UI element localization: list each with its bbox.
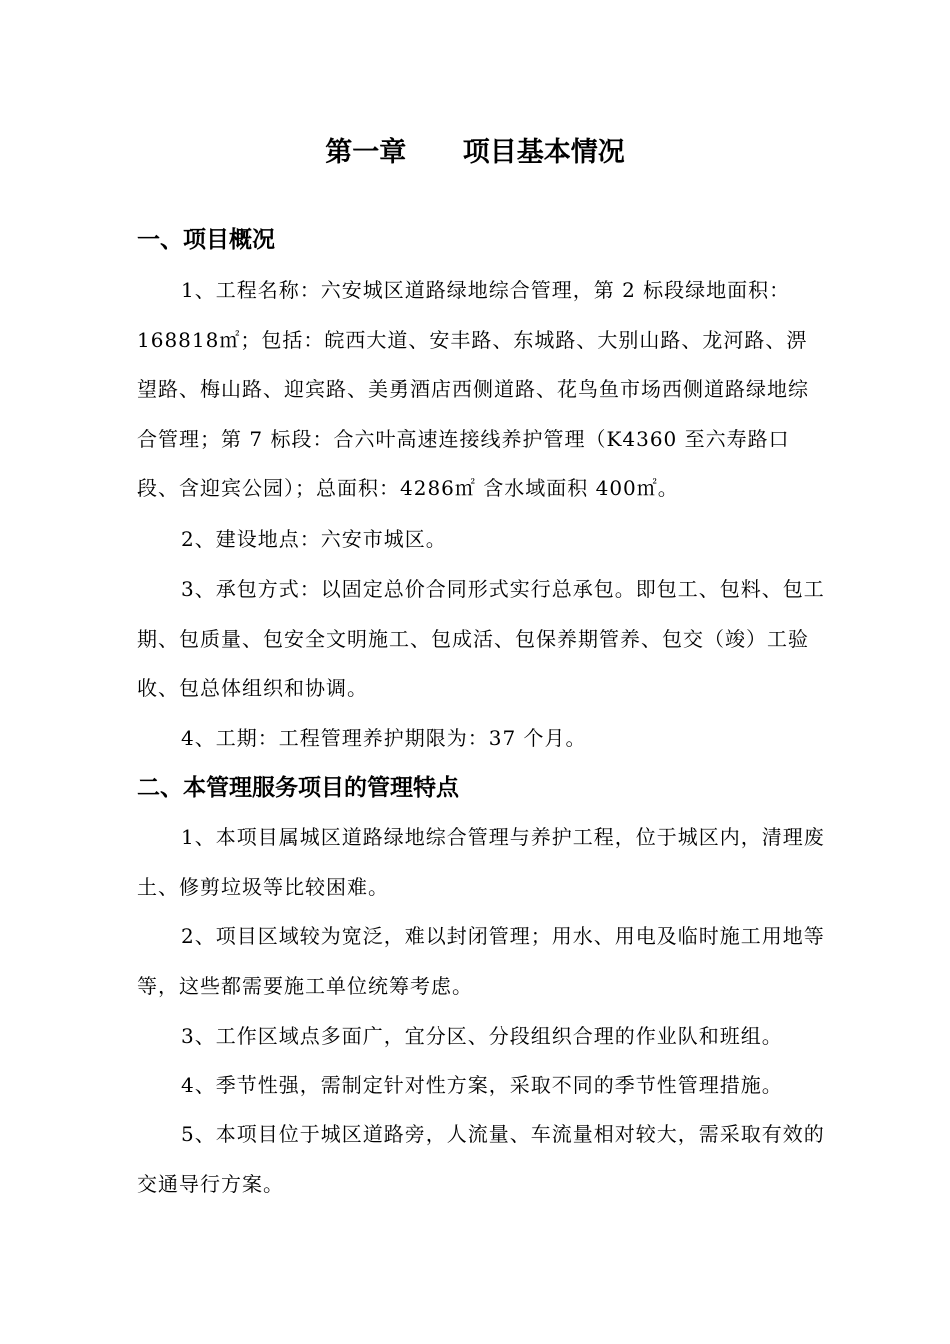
paragraph-project-name: 1、工程名称：六安城区道路绿地综合管理，第 2 标段绿地面积：168818㎡；包括：皖西大道、安丰路、东城路、大别山路、龙河路、淠望路、梅山路、迎宾路、美勇酒店西侧道路、花鸟鱼市场西侧道路绿地综合管理；第 7 标段：合六叶高速连接线养护管理（K4360 至六寿路口段、含迎宾公园）；总面积：4286㎡ 含水域面积 400㎡。 [137, 278, 809, 501]
paragraph-duration: 4、工期：工程管理养护期限为：37 个月。 [181, 726, 587, 750]
paragraph-construction-site: 2、建设地点：六安市城区。 [181, 527, 447, 551]
paragraph-feature-5: 5、本项目位于城区道路旁，人流量、车流量相对较大，需采取有效的交通导行方案。 [137, 1122, 825, 1196]
chapter-title: 第一章 项目基本情况 [325, 137, 625, 168]
paragraph-feature-1: 1、本项目属城区道路绿地综合管理与养护工程，位于城区内，清理废土、修剪垃圾等比较困难。 [137, 825, 825, 899]
paragraph-contract-method: 3、承包方式：以固定总价合同形式实行总承包。即包工、包料、包工期、包质量、包安全文明施工、包成活、包保养期管养、包交（竣）工验收、包总体组织和协调。 [137, 577, 825, 701]
section-heading-management-features: 二、本管理服务项目的管理特点 [137, 775, 459, 801]
paragraph-feature-4: 4、季节性强，需制定针对性方案，采取不同的季节性管理措施。 [181, 1073, 783, 1097]
section-heading-project-overview: 一、项目概况 [137, 227, 275, 253]
paragraph-feature-3: 3、工作区域点多面广，宜分区、分段组织合理的作业队和班组。 [181, 1024, 783, 1048]
paragraph-feature-2: 2、项目区域较为宽泛，难以封闭管理；用水、用电及临时施工用地等等，这些都需要施工单位统筹考虑。 [137, 924, 825, 998]
